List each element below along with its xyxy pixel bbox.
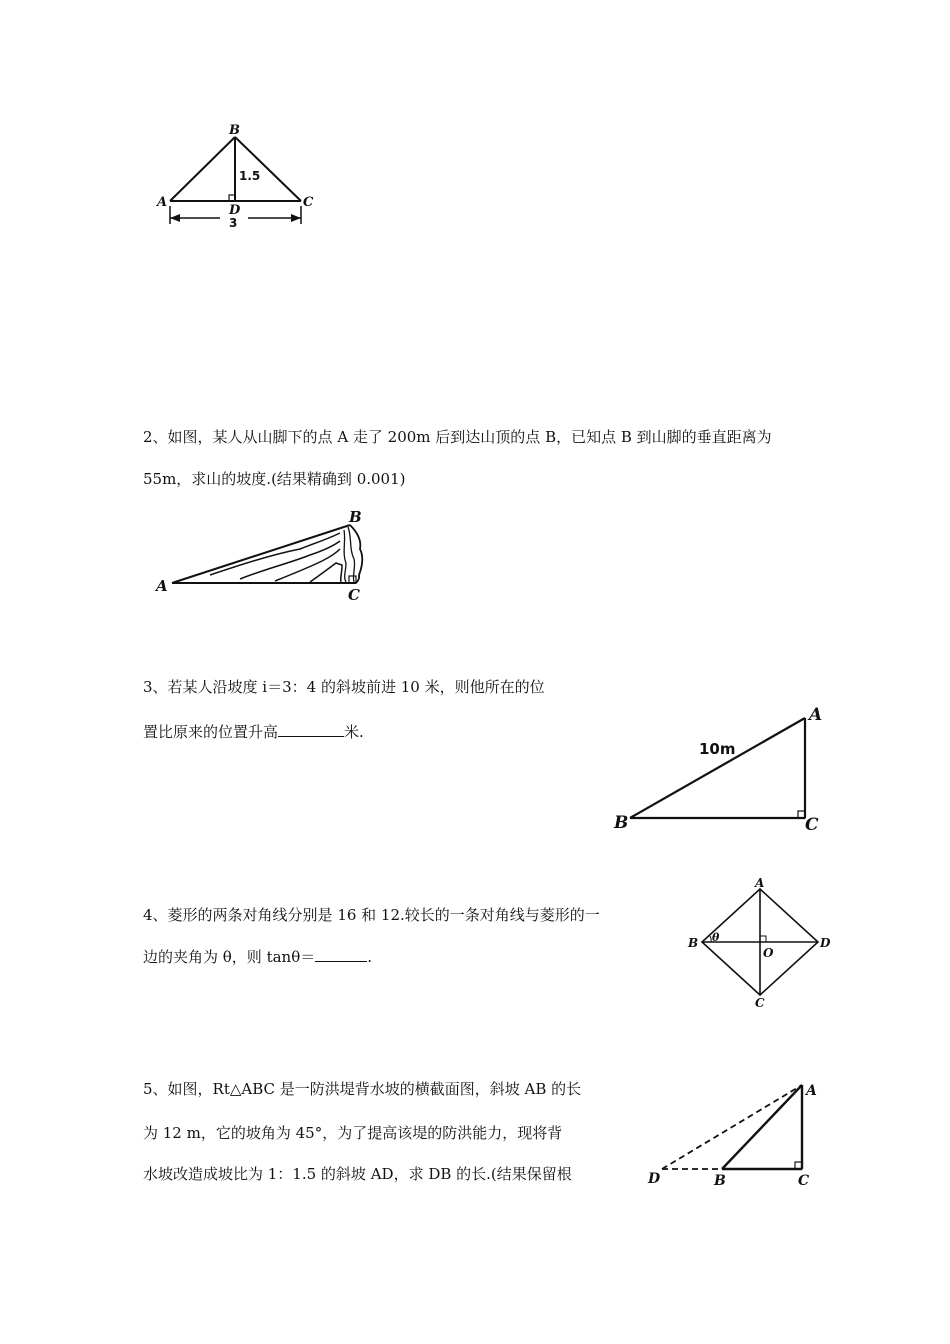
- label-c: C: [798, 1173, 810, 1189]
- question-4-line-2: [143, 947, 372, 966]
- label-c: C: [805, 815, 819, 835]
- question-3-unit: 米.: [344, 723, 364, 741]
- question-3-line-2: [143, 722, 364, 741]
- question-4-period: .: [367, 948, 373, 966]
- figure-4-rhombus: [680, 875, 840, 1015]
- figure-3-slope: [605, 700, 845, 840]
- question-5-line-1: 5、如图，Rt△ABC 是一防洪堤背水坡的横截面图，斜坡 AB 的长: [143, 1080, 582, 1098]
- answer-blank[interactable]: [315, 947, 367, 962]
- label-a: A: [156, 577, 168, 595]
- question-2-line-2: 55m，求山的坡度.(结果精确到 0.001): [143, 470, 406, 488]
- question-3-text: 置比原来的位置升高: [143, 723, 279, 741]
- label-a: A: [755, 876, 765, 890]
- label-d: D: [648, 1171, 661, 1187]
- question-5-line-3: 水坡改造成坡比为 1：1.5 的斜坡 AD，求 DB 的长.(结果保留根: [143, 1165, 572, 1183]
- label-a: A: [157, 195, 168, 210]
- label-b: B: [688, 936, 699, 950]
- label-d: D: [820, 936, 831, 950]
- figure-5-embankment: [640, 1075, 830, 1195]
- question-4-text: 边的夹角为 θ，则 tanθ＝: [143, 948, 316, 966]
- label-c: C: [755, 996, 765, 1010]
- label-length: 10m: [699, 740, 736, 758]
- question-4-line-1: 4、菱形的两条对角线分别是 16 和 12.较长的一条对角线与菱形的一: [143, 906, 600, 924]
- label-b: B: [349, 508, 362, 526]
- label-a: A: [809, 705, 823, 725]
- label-height: 1.5: [239, 169, 261, 183]
- label-b: B: [229, 123, 240, 138]
- label-theta: θ: [712, 931, 720, 944]
- question-5-line-2: 为 12 m，它的坡角为 45°，为了提高该堤的防洪能力，现将背: [143, 1124, 563, 1142]
- figure-1-triangle: [140, 118, 340, 233]
- label-b: B: [614, 813, 629, 833]
- label-c: C: [348, 586, 360, 604]
- label-base: 3: [229, 216, 238, 230]
- label-b: B: [714, 1173, 726, 1189]
- label-o: O: [763, 946, 774, 960]
- answer-blank[interactable]: [278, 722, 344, 737]
- label-a: A: [806, 1083, 817, 1099]
- question-2-line-1: 2、如图，某人从山脚下的点 A 走了 200m 后到达山顶的点 B，已知点 B 到山脚的垂直距离为: [143, 428, 772, 446]
- question-3-line-1: 3、若某人沿坡度 i＝3：4 的斜坡前进 10 米，则他所在的位: [143, 678, 545, 696]
- label-c: C: [303, 195, 314, 210]
- figure-2-mountain: [150, 505, 390, 605]
- label-d: D: [229, 203, 241, 218]
